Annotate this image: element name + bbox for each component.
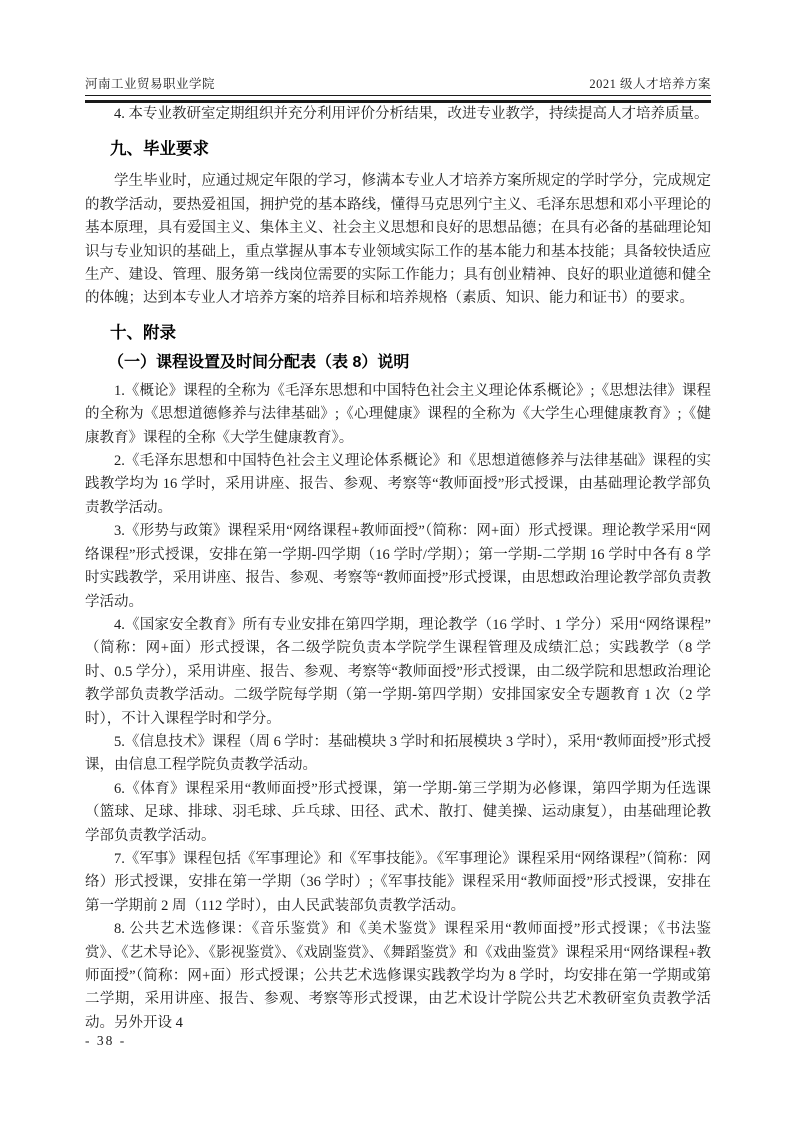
- section-heading-graduation-requirements: 九、毕业要求: [110, 140, 209, 159]
- note-item-2: 2.《毛泽东思想和中国特色社会主义理论体系概论》和《思想道德修养与法律基础》课程的实践教学均为 16 学时，采用讲座、报告、参观、考察等“教师面授”形式授课，由基础理论教学部负责教学活动。: [85, 453, 711, 516]
- page-header: [85, 74, 711, 103]
- note-item-1: 1.《概论》课程的全称为《毛泽东思想和中国特色社会主义理论体系概论》;《思想法律》课程的全称为《思想道德修养与法律基础》;《心理健康》课程的全称为《大学生心理健康教育》;《健康教育》课程的全称《大学生健康教育》。: [85, 382, 711, 446]
- note-item-5: 5.《信息技术》课程（周 6 学时：基础模块 3 学时和拓展模块 3 学时），采用“教师面授”形式授课，由信息工程学院负责教学活动。: [85, 733, 711, 774]
- note-item-3: 3.《形势与政策》课程采用“网络课程+教师面授”（简称：网+面）形式授课。理论教学采用“网络课程”形式授课，安排在第一学期-四学期（16 学时/学期）；第一学期-二学期 16 学时中各有 8 学时实践教学，采用讲座、报告、参观、考察等“教师面授”形式授课，由思想政治理论教学部负责教学活动。: [85, 523, 711, 610]
- paragraph-graduation-requirements: 学生毕业时，应通过规定年限的学习，修满本专业人才培养方案所规定的学时学分，完成规定的教学活动，要热爱祖国，拥护党的基本路线，懂得马克思列宁主义、毛泽东思想和邓小平理论的基本原理，具有爱国主义、集体主义、社会主义思想和良好的思想品德；在具有必备的基础理论知识与专业知识的基础上，重点掌握从事本专业领域实际工作的基本能力和基本技能；具备较快适应生产、建设、管理、服务第一线岗位需要的实际工作能力；具有创业精神、良好的职业道德和健全的体魄；达到本专业人才培养方案的培养目标和培养规格（素质、知识、能力和证书）的要求。: [85, 173, 711, 307]
- note-item-4: 4.《国家安全教育》所有专业安排在第四学期，理论教学（16 学时、1 学分）采用“网络课程”（简称：网+面）形式授课，各二级学院负责本学院学生课程管理及成绩汇总；实践教学（8 学时、0.5 学分），采用讲座、报告、参观、考察等“教师面授”形式授课，由二级学院和思想政治理论教学部负责教学活动。二级学院每学期（第一学期-第四学期）安排国家安全专题教育 1 次（2 学时），不计入课程学时和学分。: [85, 616, 711, 727]
- paragraph-teaching-quality: 4. 本专业教研室定期组织并充分利用评价分析结果，改进专业教学，持续提高人才培养质量。: [114, 106, 709, 122]
- document-body: [85, 103, 711, 1035]
- note-item-7: 7.《军事》课程包括《军事理论》和《军事技能》。《军事理论》课程采用“网络课程”（简称：网络）形式授课，安排在第一学期（36 学时）;《军事技能》课程采用“教师面授”形式授课，安排在第一学期前 2 周（112 学时），由人民武装部负责教学活动。: [85, 850, 711, 914]
- note-item-8: 8. 公共艺术选修课：《音乐鉴赏》和《美术鉴赏》课程采用“教师面授”形式授课；《书法鉴赏》、《艺术导论》、《影视鉴赏》、《戏剧鉴赏》、《舞蹈鉴赏》和《戏曲鉴赏》课程采用“网络课程+教师面授”（简称：网+面）形式授课；公共艺术选修课实践教学均为 8 学时，均安排在第一学期或第二学期，采用讲座、报告、参观、考察等形式授课，由艺术设计学院公共艺术教研室负责教学活动。另外开设 4: [85, 921, 711, 1031]
- header-doc-title: 2021 级人才培养方案: [589, 77, 711, 91]
- header-row: [85, 74, 711, 92]
- section-heading-appendix: 十、附录: [110, 323, 176, 342]
- note-item-6: 6.《体育》课程采用“教师面授”形式授课，第一学期-第三学期为必修课，第四学期为任选课（篮球、足球、排球、羽毛球、乒乓球、田径、武术、散打、健美操、运动康复），由基础理论教学部负责教学活动。: [85, 780, 711, 844]
- header-divider-rule: [85, 95, 711, 103]
- page-number: - 38 -: [85, 1033, 127, 1048]
- subsection-heading-course-table-notes: （一）课程设置及时间分配表（表 8）说明: [108, 353, 410, 371]
- page-footer: [85, 1033, 126, 1049]
- header-school-name: 河南工业贸易职业学院: [85, 77, 216, 91]
